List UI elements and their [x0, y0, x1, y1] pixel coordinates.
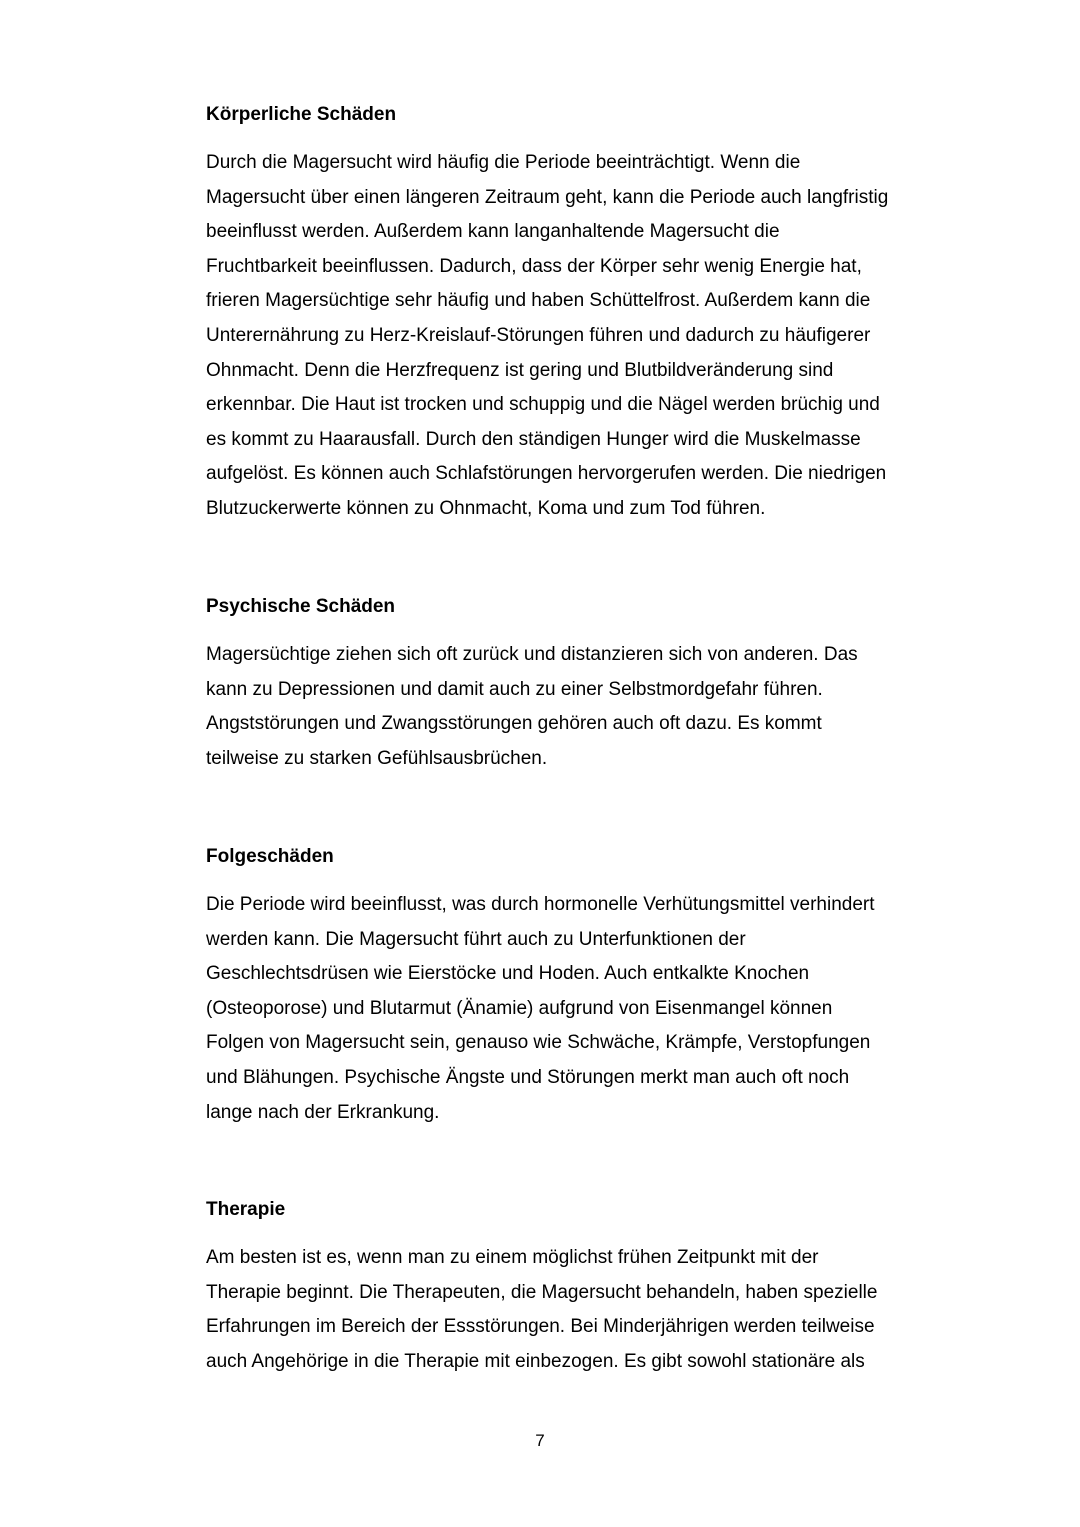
section-heading: Therapie: [206, 1199, 286, 1220]
section-paragraph: [206, 146, 888, 527]
text-line: Die Periode wird beeinflusst, was durch hormonelle Verhütungsmittel verhindert: [206, 894, 875, 915]
text-line: werden kann. Die Magersucht führt auch zu Unterfunktionen der: [206, 928, 746, 950]
text-line: lange nach der Erkrankung.: [206, 1101, 440, 1123]
text-line: Magersucht über einen längeren Zeitraum geht, kann die Periode auch langfristig: [206, 186, 889, 208]
text-line: es kommt zu Haarausfall. Durch den ständigen Hunger wird die Muskelmasse: [206, 428, 861, 450]
text-line: Ohnmacht. Denn die Herzfrequenz ist gering und Blutbildveränderung sind: [206, 359, 834, 381]
section-koerperliche-schaeden: [206, 103, 931, 519]
section-psychische-schaeden: [206, 595, 931, 769]
section-paragraph: [206, 888, 875, 1130]
section-paragraph: [206, 1241, 877, 1379]
section-heading: Körperliche Schäden: [206, 104, 397, 125]
text-line: Am besten ist es, wenn man zu einem möglichst frühen Zeitpunkt mit der: [206, 1247, 819, 1268]
text-line: erkennbar. Die Haut ist trocken und schuppig und die Nägel werden brüchig und: [206, 394, 880, 416]
section-heading: Folgeschäden: [206, 846, 334, 867]
text-line: auch Angehörige in die Therapie mit einbezogen. Es gibt sowohl stationäre als: [206, 1350, 865, 1372]
text-line: aufgelöst. Es können auch Schlafstörungen hervorgerufen werden. Die niedrigen: [206, 463, 887, 485]
section-paragraph: [206, 638, 858, 776]
text-line: frieren Magersüchtige sehr häufig und haben Schüttelfrost. Außerdem kann die: [206, 290, 871, 312]
page-number: 7: [535, 1431, 545, 1450]
text-line: Blutzuckerwerte können zu Ohnmacht, Koma und zum Tod führen.: [206, 497, 766, 519]
text-line: Folgen von Magersucht sein, genauso wie Schwäche, Krämpfe, Verstopfungen: [206, 1032, 871, 1054]
text-line: beeinflusst werden. Außerdem kann langanhaltende Magersucht die: [206, 221, 780, 243]
text-line: Geschlechtsdrüsen wie Eierstöcke und Hoden. Auch entkalkte Knochen: [206, 963, 810, 985]
section-heading: Psychische Schäden: [206, 596, 396, 617]
section-therapie: [206, 1198, 931, 1372]
text-line: Angststörungen und Zwangsstörungen gehören auch oft dazu. Es kommt: [206, 713, 822, 735]
text-line: Unterernährung zu Herz-Kreislauf-Störungen führen und dadurch zu häufigerer: [206, 324, 871, 346]
text-line: Magersüchtige ziehen sich oft zurück und distanzieren sich von anderen. Das: [206, 644, 858, 665]
text-line: (Osteoporose) und Blutarmut (Änamie) aufgrund von Eisenmangel können: [206, 997, 833, 1019]
text-line: Erfahrungen im Bereich der Essstörungen. Bei Minderjährigen werden teilweise: [206, 1316, 875, 1338]
text-line: kann zu Depressionen und damit auch zu einer Selbstmordgefahr führen.: [206, 678, 823, 700]
text-line: Fruchtbarkeit beeinflussen. Dadurch, dass der Körper sehr wenig Energie hat,: [206, 255, 862, 277]
text-line: Durch die Magersucht wird häufig die Periode beeinträchtigt. Wenn die: [206, 152, 801, 173]
section-folgeschaeden: [206, 845, 931, 1123]
text-line: und Blähungen. Psychische Ängste und Störungen merkt man auch oft noch: [206, 1066, 850, 1088]
text-line: Therapie beginnt. Die Therapeuten, die Magersucht behandeln, haben spezielle: [206, 1281, 878, 1303]
text-line: teilweise zu starken Gefühlsausbrüchen.: [206, 747, 548, 769]
